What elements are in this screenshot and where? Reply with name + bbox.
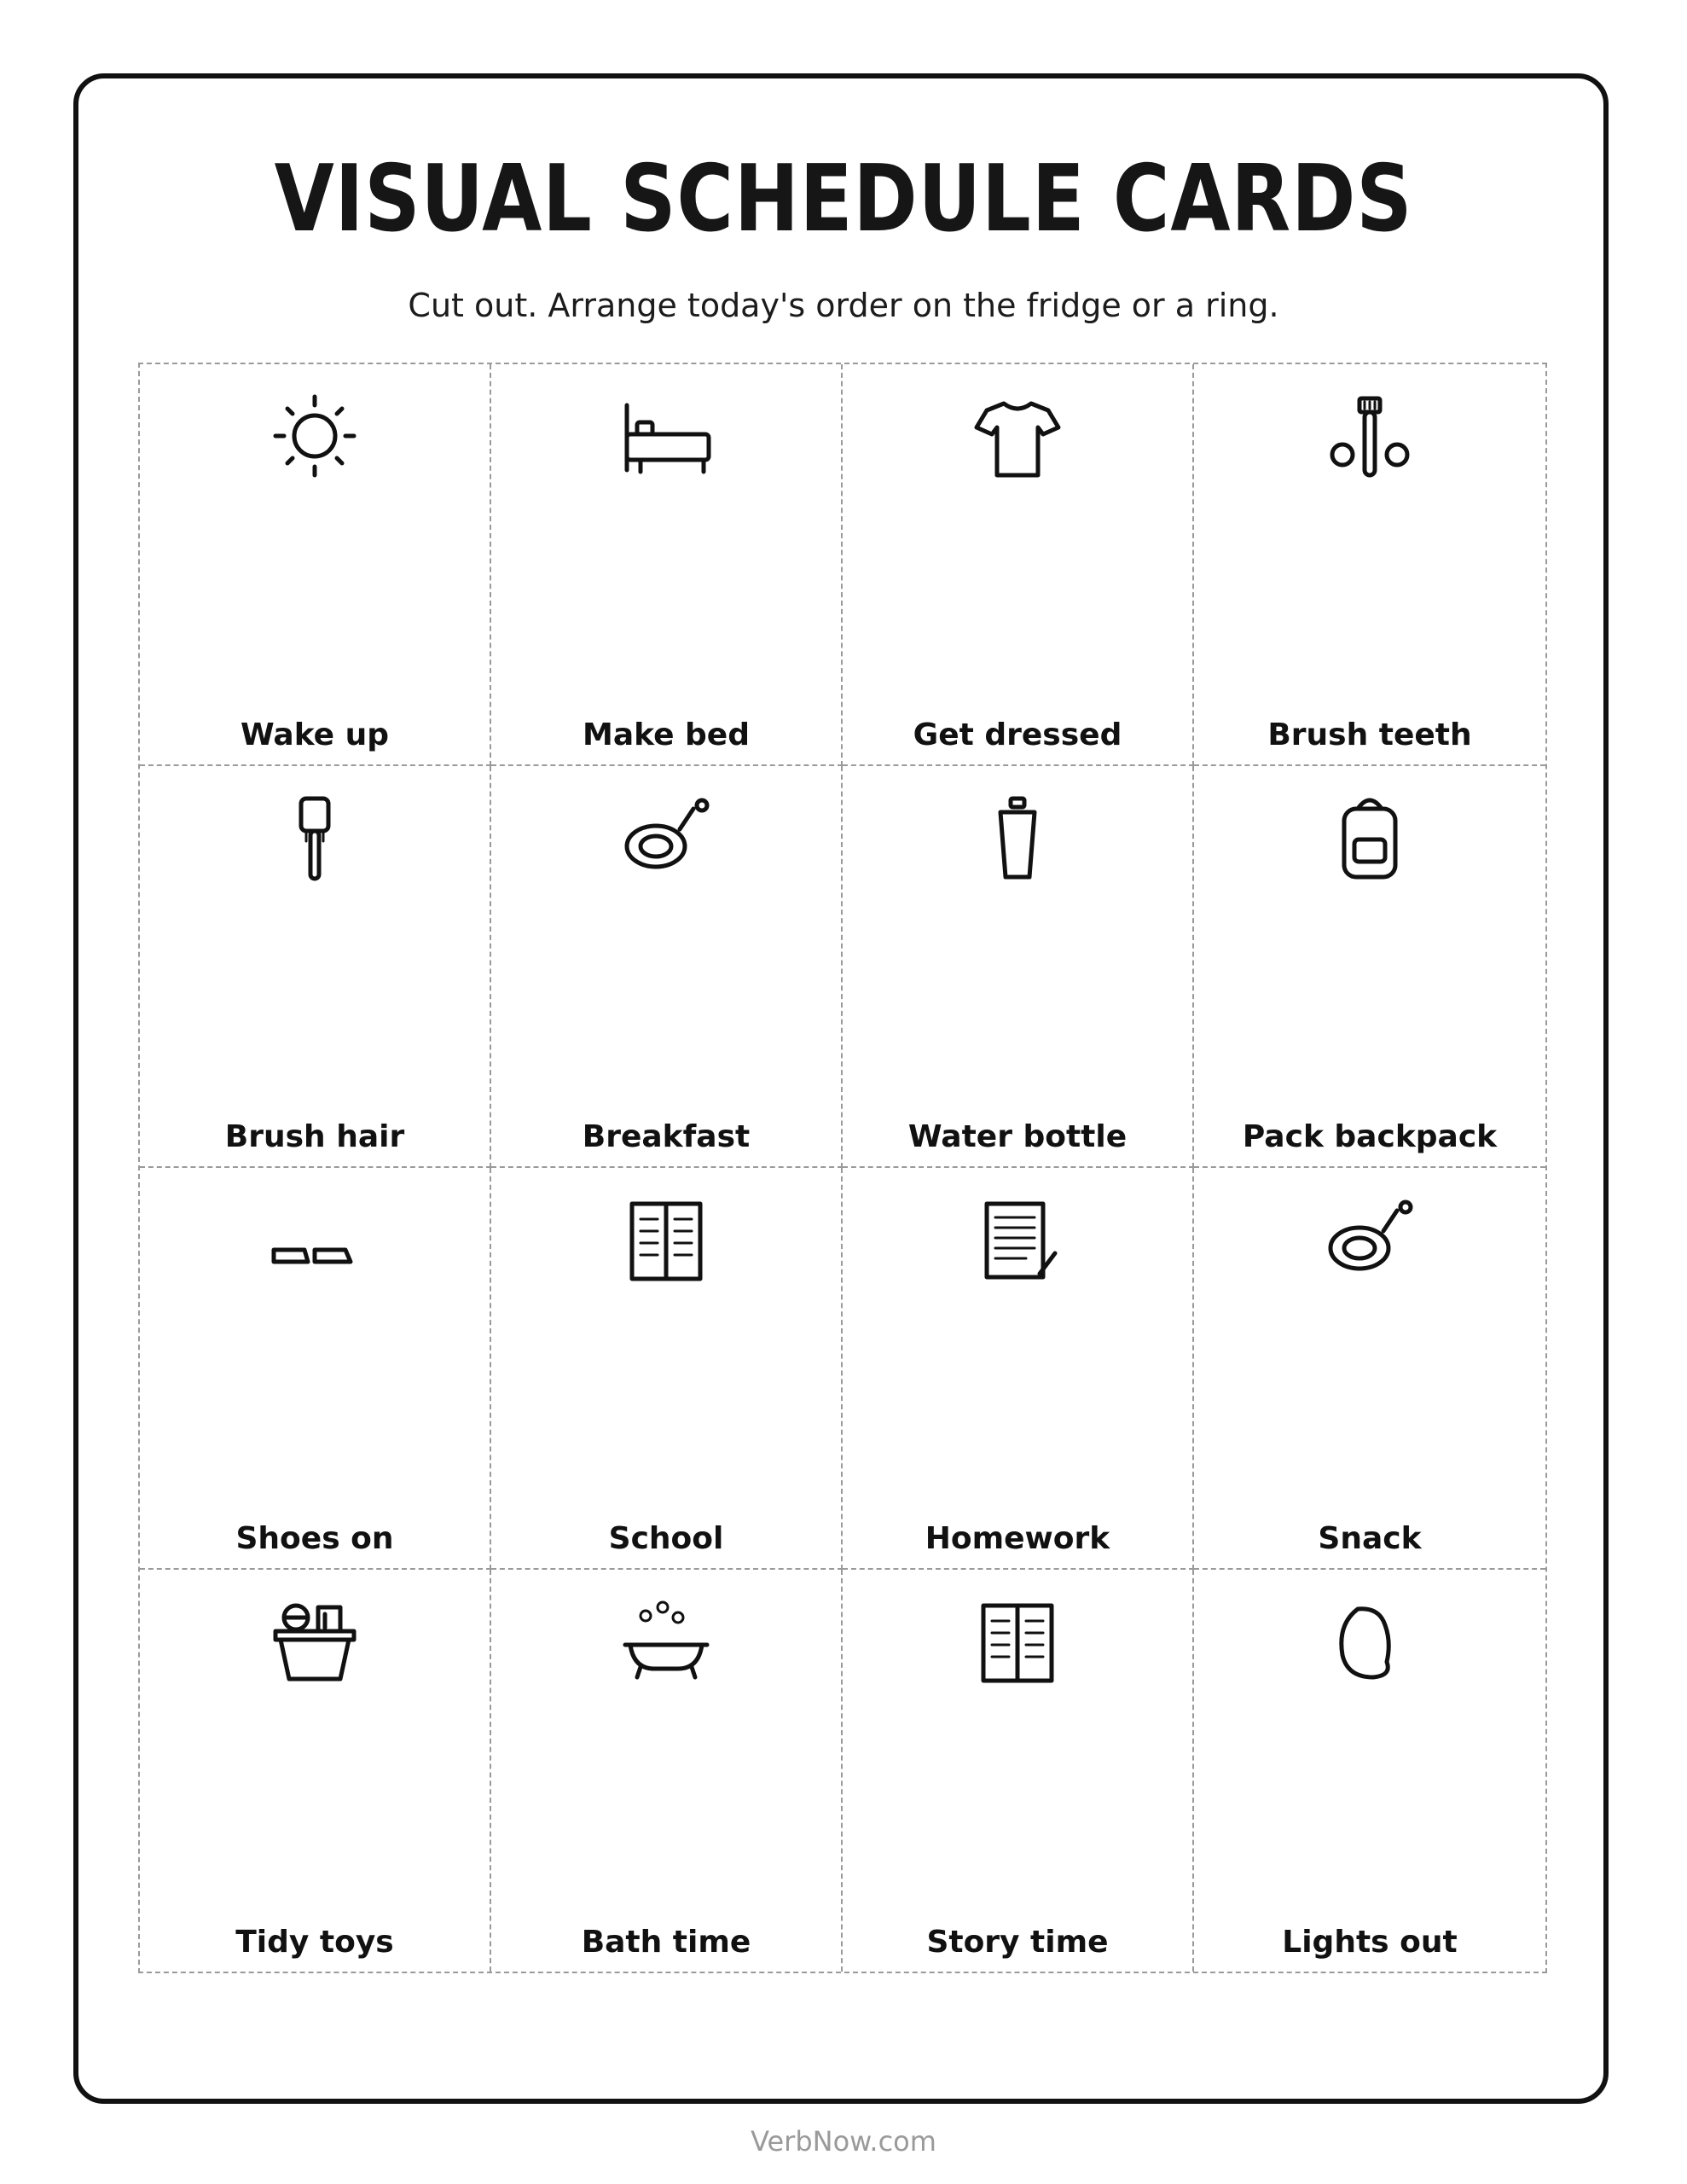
schedule-card [1194,1168,1545,1570]
schedule-card [1194,364,1545,766]
book-icon [966,1590,1069,1693]
schedule-card [1194,766,1545,1168]
card-label: Brush teeth [1267,717,1472,752]
card-grid [138,363,1547,1973]
page-title: VISUAL SCHEDULE CARDS [274,146,1413,253]
card-label: Shoes on [235,1521,394,1556]
schedule-card [140,766,491,1168]
schedule-card [491,766,843,1168]
bathtub-icon [615,1590,717,1693]
site-watermark: VerbNow.com [751,2125,936,2158]
schedule-card [843,1570,1194,1972]
schedule-card [140,1168,491,1570]
plate-icon [615,787,717,889]
card-label: Lights out [1282,1925,1458,1960]
sun-icon [264,385,366,487]
card-label: Story time [926,1925,1109,1960]
card-label: Breakfast [582,1119,751,1154]
toy-bin-icon [264,1590,366,1693]
page-subtitle: Cut out. Arrange today's order on the fridge or a ring. [408,287,1279,324]
schedule-card [843,1168,1194,1570]
card-label: Water bottle [907,1119,1128,1154]
schedule-card [843,364,1194,766]
tshirt-icon [966,385,1069,487]
hairbrush-icon [264,787,366,889]
schedule-card [491,364,843,766]
schedule-card [140,364,491,766]
schedule-card [491,1168,843,1570]
backpack-icon [1319,787,1421,889]
card-label: Tidy toys [235,1925,394,1960]
worksheet-icon [966,1188,1069,1291]
schedule-card [491,1570,843,1972]
moon-icon [1319,1590,1421,1693]
card-label: Make bed [583,717,750,752]
schedule-card [843,766,1194,1168]
bottle-icon [966,787,1069,889]
card-label: Brush hair [224,1119,405,1154]
card-label: Get dressed [913,717,1122,752]
shoes-icon [264,1188,366,1291]
card-label: Wake up [240,717,390,752]
plate-icon [1319,1188,1421,1291]
card-label: School [608,1521,724,1556]
bed-icon [615,385,717,487]
card-label: Homework [925,1521,1110,1556]
book-icon [615,1188,717,1291]
card-label: Pack backpack [1242,1119,1498,1154]
schedule-card [1194,1570,1545,1972]
toothbrush-icon [1319,385,1421,487]
card-label: Bath time [581,1925,751,1960]
schedule-card [140,1570,491,1972]
card-label: Snack [1318,1521,1422,1556]
